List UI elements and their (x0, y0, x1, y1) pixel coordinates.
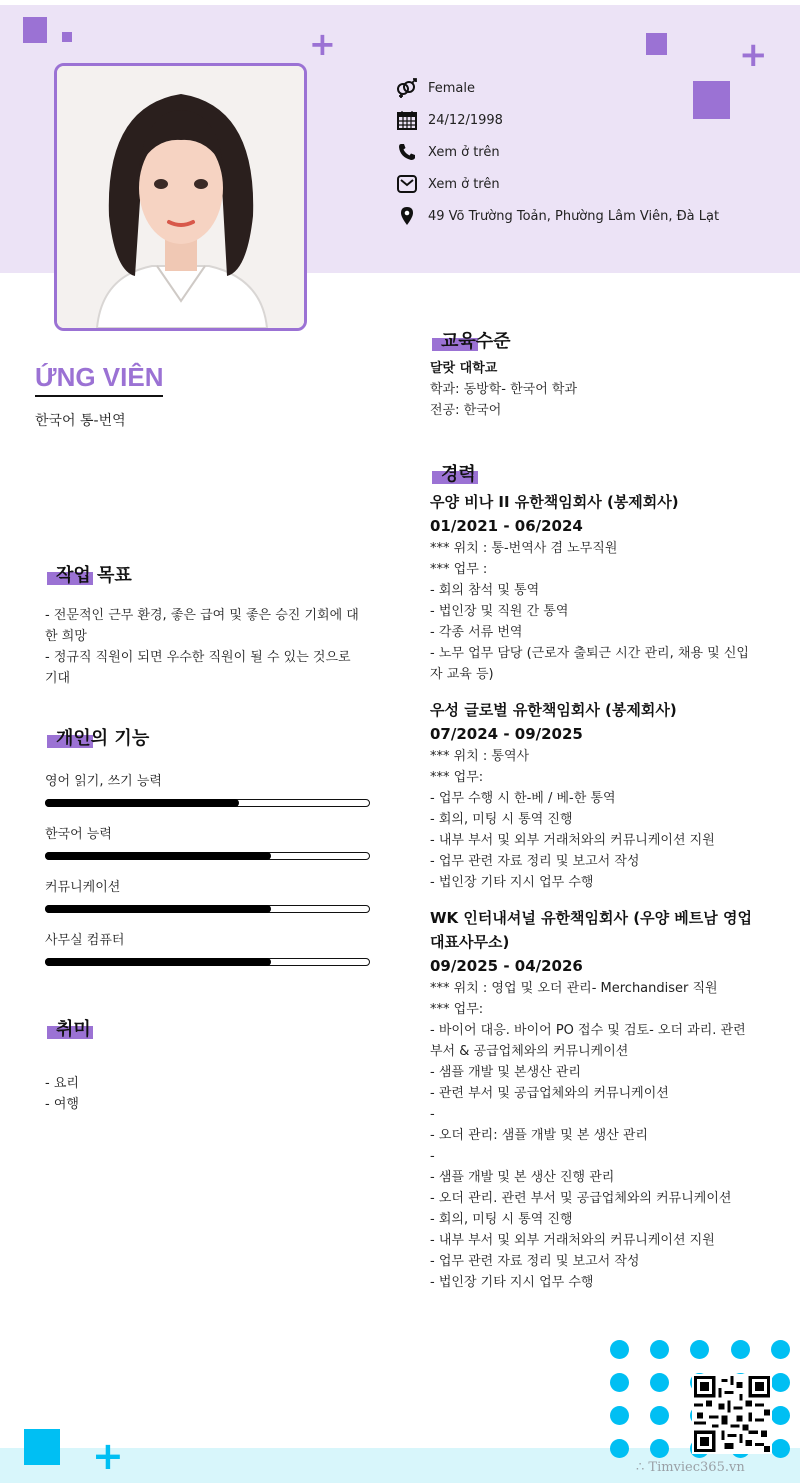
location-pin-icon (396, 205, 418, 227)
job-line: - 오더 관리: 샘플 개발 및 본 생산 관리 (430, 1128, 648, 1143)
skill-name: 사무실 컴퓨터 (45, 933, 125, 948)
job-period: 07/2024 - 09/2025 (430, 725, 583, 743)
decor-dot (650, 1406, 669, 1425)
section-heading-hobbies: 취미 (56, 1015, 91, 1041)
decor-square (646, 33, 667, 55)
job-line: - 오더 관리. 관련 부서 및 공급업체와의 커뮤니케이션 (430, 1191, 732, 1206)
job-period: 09/2025 - 04/2026 (430, 957, 583, 975)
job-line: - 노무 업무 담당 (근로자 출퇴근 시간 관리, 채용 및 신입 (430, 646, 749, 661)
job-line: *** 위치 : 통-번역사 겸 노무직원 (430, 541, 618, 556)
decor-dot (650, 1439, 669, 1458)
skill-name: 커뮤니케이션 (45, 880, 121, 895)
hobbies-list (45, 1073, 79, 1115)
skill-bar-fill (45, 958, 271, 966)
job-line: - 바이어 대응. 바이어 PO 접수 및 검토- 오더 과리. 관련 (430, 1023, 746, 1038)
decor-plus: + (309, 25, 336, 63)
phone-text: Xem ở trên (428, 144, 500, 160)
decor-dot (650, 1340, 669, 1359)
skill-item (45, 929, 370, 966)
contact-address (396, 200, 719, 232)
contact-gender (396, 72, 719, 104)
profile-photo (54, 63, 307, 331)
decor-dot (771, 1406, 790, 1425)
job-line: - 법인장 기타 지시 업무 수행 (430, 875, 594, 890)
decor-dot (771, 1340, 790, 1359)
address-text: 49 Võ Trường Toản, Phường Lâm Viên, Đà Lạt (428, 208, 720, 224)
skill-bar (45, 958, 370, 966)
section-heading-skills: 개인의 기능 (56, 724, 149, 750)
job-entry (430, 906, 764, 1293)
decor-square (62, 32, 72, 42)
job-line: - 각종 서류 번역 (430, 625, 523, 640)
skill-name: 영어 읽기, 쓰기 능력 (45, 774, 162, 789)
skill-item (45, 823, 370, 860)
decor-dot (731, 1340, 750, 1359)
objective-text (45, 605, 375, 689)
section-heading-education: 교육수준 (441, 327, 511, 353)
decor-dot (690, 1340, 709, 1359)
job-line: - 법인장 기타 지시 업무 수행 (430, 1275, 594, 1290)
job-entry (430, 490, 764, 685)
job-line: *** 업무: (430, 770, 484, 785)
contact-email (396, 168, 719, 200)
job-line: 부서 & 공급업체와의 커뮤니케이션 (430, 1044, 629, 1059)
education-block (430, 358, 764, 421)
decor-dot (610, 1373, 629, 1392)
objective-line: 기대 (45, 671, 71, 686)
gender-icon (396, 77, 418, 99)
email-text: Xem ở trên (428, 176, 500, 192)
job-line: - 내부 부서 및 외부 거래처와의 커뮤니케이션 지원 (430, 833, 715, 848)
experience-list (430, 490, 764, 1306)
qr-code (692, 1374, 772, 1454)
job-line: 자 교육 등) (430, 667, 494, 682)
skill-bar (45, 852, 370, 860)
objective-line: 한 희망 (45, 629, 87, 644)
job-title: 우성 글로벌 유한책임회사 (봉제회사) (430, 701, 677, 719)
job-line: - 업무 관련 자료 정리 및 보고서 작성 (430, 854, 640, 869)
section-heading-objective: 작업 목표 (56, 561, 132, 587)
decor-dot (650, 1373, 669, 1392)
watermark: ∴ Timviec365.vn (636, 1460, 745, 1475)
decor-plus: + (739, 35, 768, 75)
decor-dot (610, 1406, 629, 1425)
skill-bar-fill (45, 905, 271, 913)
candidate-subtitle: 한국어 통-번역 (35, 413, 126, 429)
job-line: - 업무 관련 자료 정리 및 보고서 작성 (430, 1254, 640, 1269)
job-entry (430, 698, 764, 893)
email-icon (396, 173, 418, 195)
objective-line: - 전문적인 근무 환경, 좋은 급여 및 좋은 승진 기회에 대 (45, 608, 359, 623)
skill-bar-fill (45, 852, 271, 860)
decor-plus: + (92, 1434, 124, 1478)
decor-dot (610, 1340, 629, 1359)
job-title: 대표사무소) (430, 933, 510, 951)
section-heading-experience: 경력 (441, 460, 476, 486)
skill-name: 한국어 능력 (45, 827, 112, 842)
candidate-title: ỨNG VIÊN (35, 362, 163, 397)
job-line: - 회의 참석 및 통역 (430, 583, 540, 598)
skill-bar (45, 799, 370, 807)
education-line: 학과: 동방학- 한국어 학과 (430, 382, 578, 397)
decor-square (24, 1429, 60, 1465)
job-line: *** 업무 : (430, 562, 488, 577)
decor-square (23, 17, 47, 43)
job-line: - 샘플 개발 및 본생산 관리 (430, 1065, 581, 1080)
contact-list (396, 72, 719, 232)
job-line: - 내부 부서 및 외부 거래처와의 커뮤니케이션 지원 (430, 1233, 715, 1248)
skill-item (45, 770, 370, 807)
decor-dot (610, 1439, 629, 1458)
hobby-item: - 여행 (45, 1097, 79, 1112)
education-line: 전공: 한국어 (430, 403, 502, 418)
skill-item (45, 876, 370, 913)
decor-dot (771, 1373, 790, 1392)
gender-text: Female (428, 80, 476, 96)
birthdate-text: 24/12/1998 (428, 112, 503, 128)
phone-icon (396, 141, 418, 163)
school-name: 달랏 대학교 (430, 361, 498, 376)
calendar-icon (396, 109, 418, 131)
job-line: - 관련 부서 및 공급업체와의 커뮤니케이션 (430, 1086, 669, 1101)
job-line: *** 업무: (430, 1002, 484, 1017)
job-line: *** 위치 : 영업 및 오더 관리- Merchandiser 직원 (430, 981, 718, 996)
skill-bar-fill (45, 799, 239, 807)
objective-line: - 정규직 직원이 되면 우수한 직원이 될 수 있는 것으로 (45, 650, 351, 665)
job-line: *** 위치 : 통역사 (430, 749, 530, 764)
job-line: - 업무 수행 시 한-베 / 베-한 통역 (430, 791, 616, 806)
contact-phone (396, 136, 719, 168)
job-line: - (430, 1107, 435, 1122)
hobby-item: - 요리 (45, 1076, 79, 1091)
skill-bar (45, 905, 370, 913)
job-line: - 법인장 및 직원 간 통역 (430, 604, 569, 619)
job-line: - 샘플 개발 및 본 생산 진행 관리 (430, 1170, 615, 1185)
job-period: 01/2021 - 06/2024 (430, 517, 583, 535)
job-title: 우양 비나 II 유한책임회사 (봉제회사) (430, 493, 679, 511)
job-line: - (430, 1149, 435, 1164)
job-line: - 회의, 미팅 시 통역 진행 (430, 1212, 573, 1227)
decor-dot (771, 1439, 790, 1458)
job-title: WK 인터내셔널 유한책임회사 (우양 베트남 영업 (430, 909, 752, 927)
contact-birthdate (396, 104, 719, 136)
job-line: - 회의, 미팅 시 통역 진행 (430, 812, 573, 827)
